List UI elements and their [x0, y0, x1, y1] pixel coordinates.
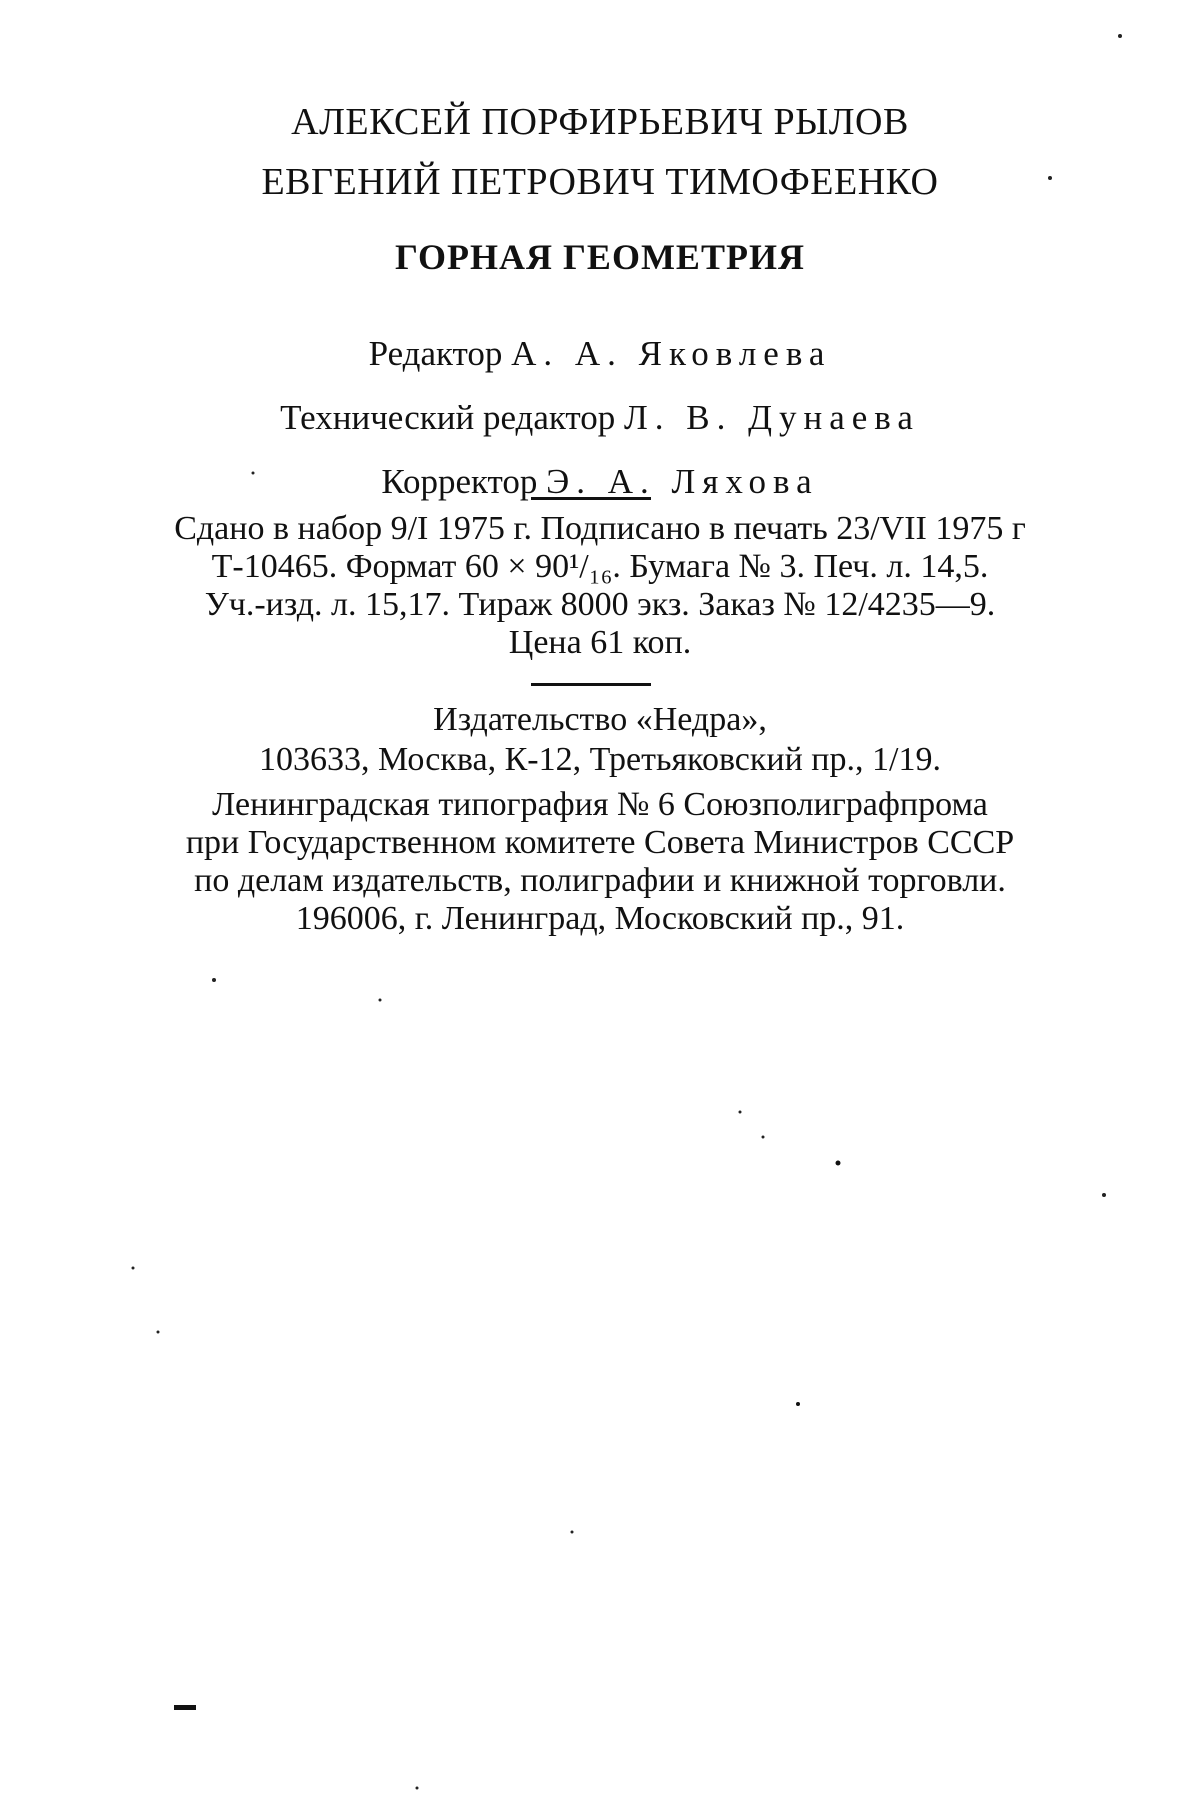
speck — [1048, 176, 1052, 180]
speck — [174, 1705, 196, 1710]
credit-role: Корректор — [381, 462, 538, 501]
speck — [212, 978, 216, 982]
printer-line: Ленинградская типография № 6 Союзполиграфпрома — [212, 786, 988, 823]
speck — [252, 472, 255, 475]
speck — [1102, 1193, 1106, 1197]
speck — [571, 1531, 574, 1534]
credit-name: Э. А. Ляхова — [546, 462, 819, 501]
credit-role: Технический редактор — [280, 398, 616, 437]
printer-line: при Государственном комитете Совета Министров СССР — [185, 824, 1015, 861]
imprint-price: Цена 61 коп. — [508, 624, 692, 661]
credit-name: А. А. Яковлева — [511, 334, 832, 373]
speck — [796, 1402, 800, 1406]
speck — [739, 1111, 742, 1114]
speck — [132, 1267, 135, 1270]
speck — [836, 1161, 841, 1166]
author-2: ЕВГЕНИЙ ПЕТРОВИЧ ТИМОФЕЕНКО — [261, 161, 939, 203]
author-1: АЛЕКСЕЙ ПОРФИРЬЕВИЧ РЫЛОВ — [291, 101, 909, 143]
printer-address: 196006, г. Ленинград, Московский пр., 91. — [295, 900, 905, 937]
speck — [1118, 34, 1122, 38]
book-title: ГОРНАЯ ГЕОМЕТРИЯ — [395, 237, 805, 277]
speck — [157, 1331, 160, 1334]
imprint-line: Т-10465. Формат 60 × 90¹/₁₆. Бумага № 3. Печ. л. 14,5. — [211, 548, 989, 585]
publisher-address: 103633, Москва, К-12, Третьяковский пр., 1/19. — [259, 741, 941, 778]
imprint-line: Уч.-изд. л. 15,17. Тираж 8000 экз. Заказ № 12/4235—9. — [204, 586, 996, 623]
speck — [379, 999, 382, 1002]
credit-name: Л. В. Дунаева — [624, 398, 920, 437]
credit-role: Редактор — [368, 334, 503, 373]
imprint-line: Сдано в набор 9/I 1975 г. Подписано в печать 23/VII 1975 г — [174, 510, 1026, 547]
printer-line: по делам издательств, полиграфии и книжной торговли. — [194, 862, 1006, 899]
speck — [762, 1136, 765, 1139]
publisher-name: Издательство «Недра», — [433, 701, 767, 738]
speck — [416, 1787, 419, 1790]
